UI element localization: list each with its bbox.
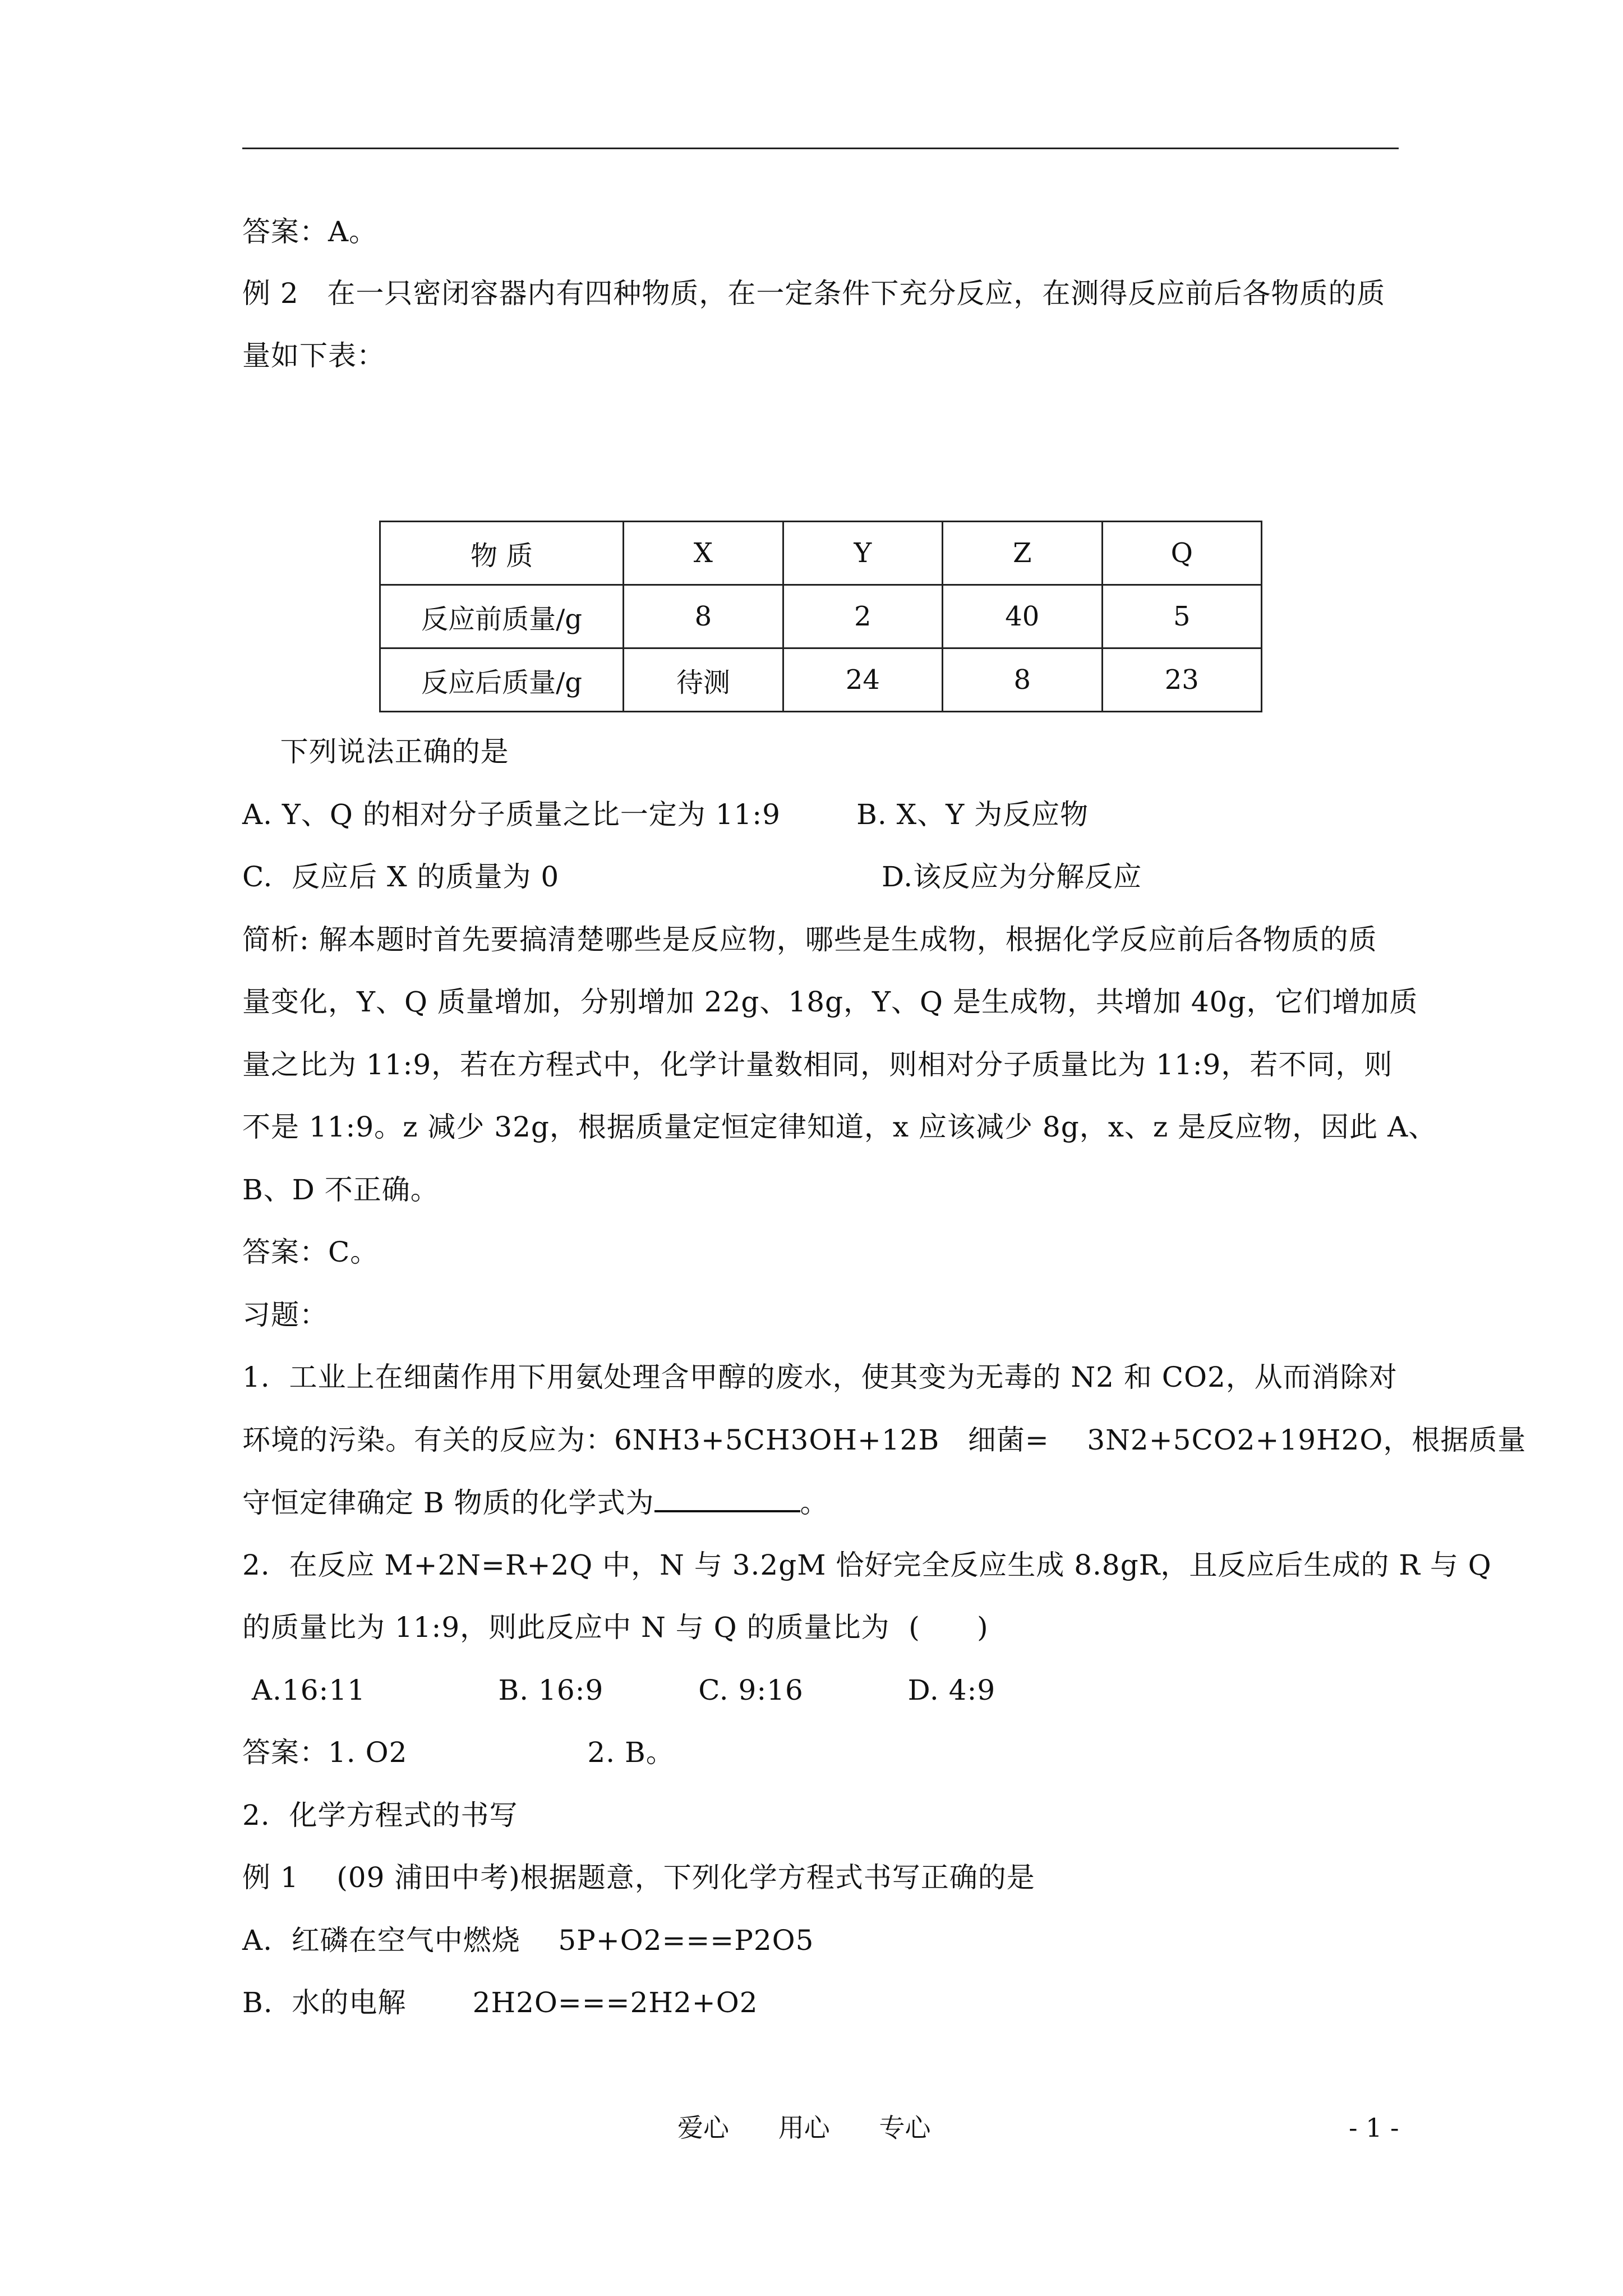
table-header-row	[380, 522, 1262, 585]
section-heading: 2. 化学方程式的书写	[242, 1799, 518, 1832]
table-cell: 8	[943, 648, 1102, 712]
table-row	[380, 585, 1262, 648]
exercise-2-line-2: 的质量比为 11:9，则此反应中 N 与 Q 的质量比为 ( )	[242, 1611, 989, 1644]
exercise-2-options: A.16:11 B. 16:9 C. 9:16 D. 4:9	[242, 1674, 996, 1706]
analysis-line-5: B、D 不正确。	[242, 1174, 439, 1206]
analysis-line-3: 量之比为 11:9，若在方程式中，化学计量数相同，则相对分子质量比为 11:9，若不同，则	[242, 1048, 1393, 1081]
option-c: C. 反应后 X 的质量为 0	[242, 861, 560, 893]
table-row	[380, 648, 1262, 712]
table-header-cell: 物 质	[380, 522, 624, 585]
table-cell: 40	[943, 585, 1102, 648]
exercise-2-line-1: 2. 在反应 M+2N=R+2Q 中，N 与 3.2gM 恰好完全反应生成 8.8gR，且反应后生成的 R 与 Q	[242, 1549, 1492, 1581]
page-number: - 1 -	[1349, 2113, 1399, 2143]
table-header-cell: Q	[1102, 522, 1262, 585]
table-cell: 5	[1102, 585, 1262, 648]
question-prompt: 下列说法正确的是	[242, 735, 509, 768]
example-1-option-b: B. 水的电解 2H2O===2H2+O2	[242, 1986, 758, 2019]
exercise-answers: 答案：1. O2 2. B。	[242, 1736, 675, 1769]
exercise-1-end: 。	[800, 1487, 829, 1519]
table-header-cell: Z	[943, 522, 1102, 585]
footer-motto: 爱心 用心 专心	[677, 2113, 931, 2143]
mass-table	[379, 521, 1262, 712]
analysis-line-2: 量变化，Y、Q 质量增加，分别增加 22g、18g，Y、Q 是生成物，共增加 40g，它们增加质	[242, 986, 1418, 1018]
exercise-heading: 习题：	[242, 1299, 328, 1331]
table-cell: 24	[783, 648, 942, 712]
example-1-option-a: A. 红磷在空气中燃烧 5P+O2===P2O5	[242, 1924, 814, 1957]
table-cell: 反应前质量/g	[380, 585, 624, 648]
option-line-ab: A. Y、Q 的相对分子质量之比一定为 11:9 B. X、Y 为反应物	[242, 798, 1089, 831]
header-rule	[242, 148, 1399, 149]
answer-line-2: 答案：C。	[242, 1236, 379, 1268]
exercise-1-text: 守恒定律确定 B 物质的化学式为	[242, 1487, 654, 1519]
analysis-line-1: 简析: 解本题时首先要搞清楚哪些是反应物，哪些是生成物，根据化学反应前后各物质的质	[242, 923, 1377, 956]
exercise-1-line-3	[242, 1485, 829, 1520]
exercise-1-line-1: 1. 工业上在细菌作用下用氨处理含甲醇的废水，使其变为无毒的 N2 和 CO2，从而消除对	[242, 1361, 1398, 1393]
answer-line-1: 答案：A。	[242, 215, 378, 248]
option-d: D.该反应为分解反应	[882, 861, 1142, 893]
example-2-question-line-1: 例 2 在一只密闭容器内有四种物质，在一定条件下充分反应，在测得反应前后各物质的质	[242, 277, 1386, 310]
table-cell: 待测	[624, 648, 783, 712]
table-cell: 23	[1102, 648, 1262, 712]
exercise-1-line-2: 环境的污染。有关的反应为：6NH3+5CH3OH+12B 细菌= 3N2+5CO2+19H2O，根据质量	[242, 1424, 1527, 1456]
table-cell: 8	[624, 585, 783, 648]
table-header-cell: Y	[783, 522, 942, 585]
example-2-question-line-2: 量如下表：	[242, 339, 385, 372]
table-header-cell: X	[624, 522, 783, 585]
answer-blank	[654, 1485, 800, 1512]
table-cell: 反应后质量/g	[380, 648, 624, 712]
analysis-line-4: 不是 11:9。z 减少 32g，根据质量定恒定律知道，x 应该减少 8g，x、z 是反应物，因此 A、	[242, 1111, 1437, 1143]
table-cell: 2	[783, 585, 942, 648]
example-1-question: 例 1 (09 浦田中考)根据题意，下列化学方程式书写正确的是	[242, 1861, 1035, 1894]
